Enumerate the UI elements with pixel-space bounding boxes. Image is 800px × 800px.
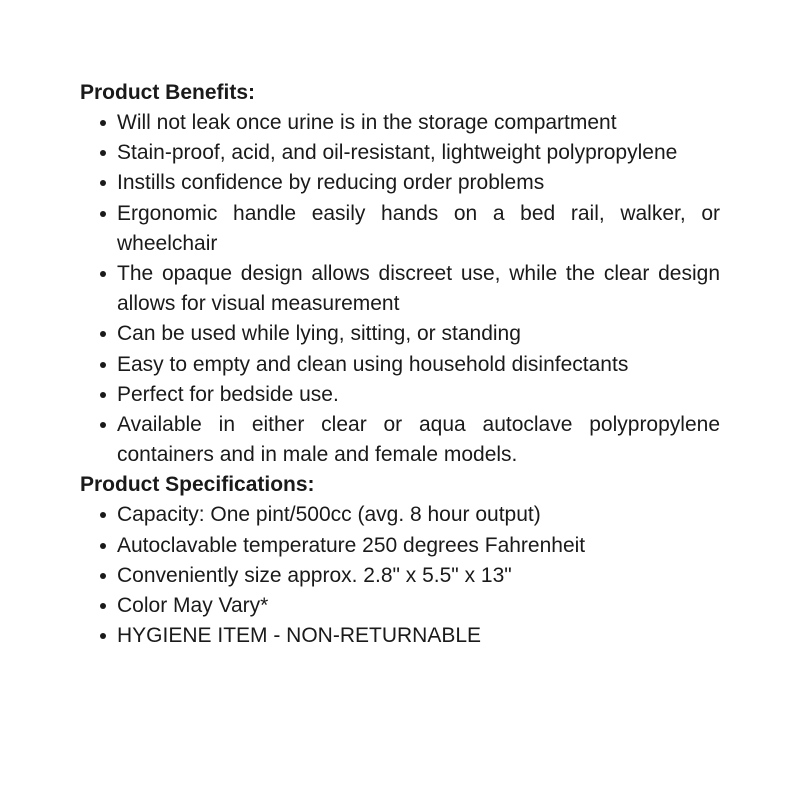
list-item: Autoclavable temperature 250 degrees Fahrenheit: [117, 531, 720, 561]
list-item: Ergonomic handle easily hands on a bed rail, walker, or wheelchair: [117, 199, 720, 259]
list-item: Color May Vary*: [117, 591, 720, 621]
benefits-list: [80, 108, 720, 470]
list-item: Easy to empty and clean using household disinfectants: [117, 350, 720, 380]
list-item: Will not leak once urine is in the storage compartment: [117, 108, 720, 138]
list-item: Stain-proof, acid, and oil-resistant, lightweight polypropylene: [117, 138, 720, 168]
list-item: The opaque design allows discreet use, while the clear design allows for visual measurement: [117, 259, 720, 319]
specifications-heading: Product Specifications:: [80, 473, 315, 497]
list-item: HYGIENE ITEM - NON-RETURNABLE: [117, 621, 720, 651]
specifications-list: [80, 500, 720, 651]
list-item: Capacity: One pint/500cc (avg. 8 hour output): [117, 500, 720, 530]
product-info-content: [80, 78, 720, 651]
list-item: Instills confidence by reducing order problems: [117, 168, 720, 198]
list-item: Conveniently size approx. 2.8" x 5.5" x 13": [117, 561, 720, 591]
list-item: Perfect for bedside use.: [117, 380, 720, 410]
benefits-heading: Product Benefits:: [80, 81, 256, 104]
list-item: Can be used while lying, sitting, or standing: [117, 319, 720, 349]
list-item: Available in either clear or aqua autoclave polypropylene containers and in male and female models.: [117, 410, 720, 470]
